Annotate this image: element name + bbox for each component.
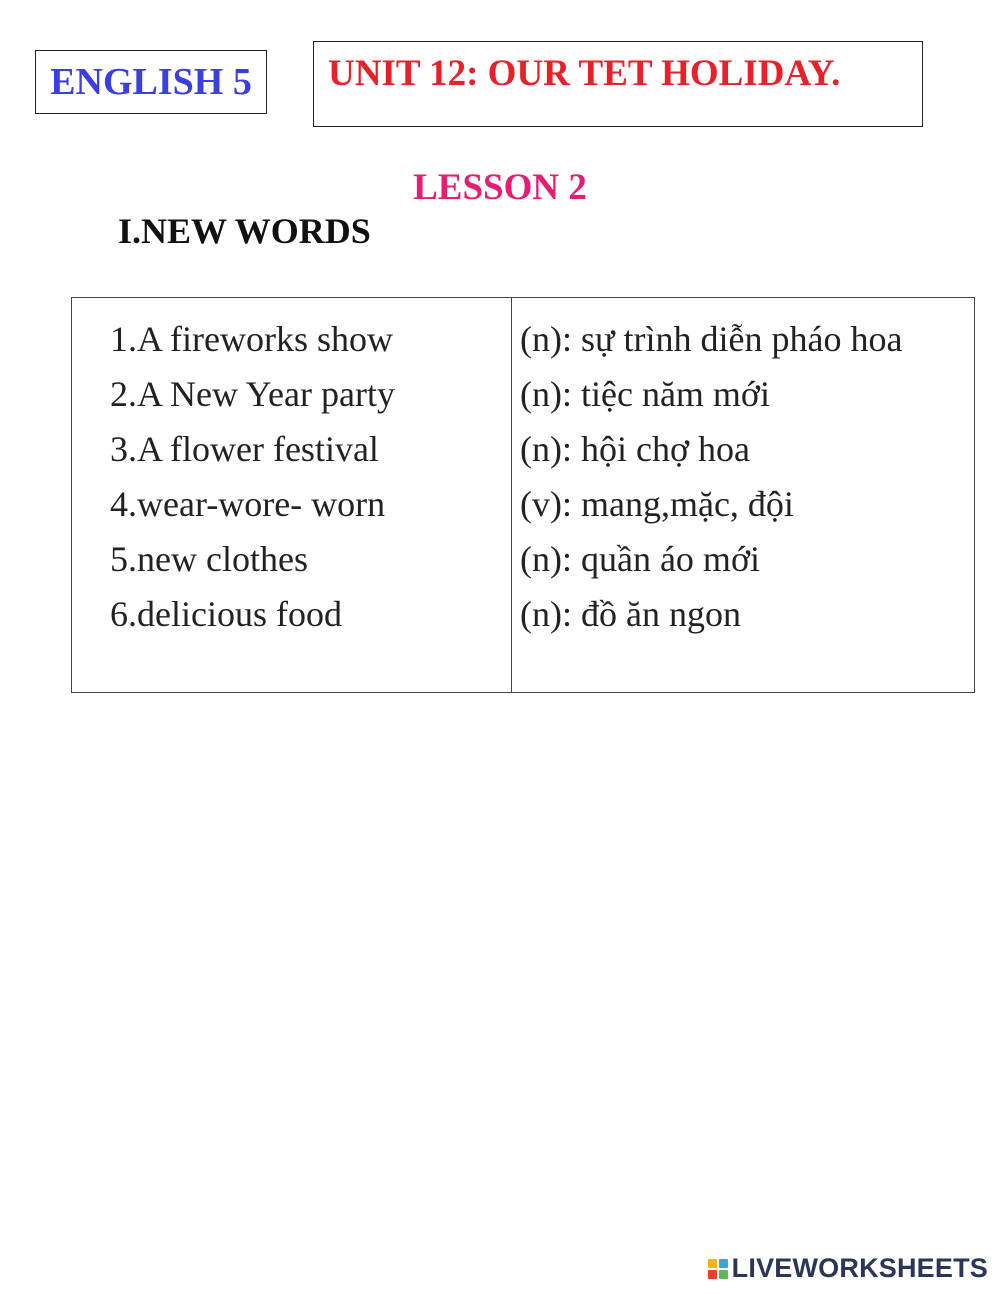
vocabulary-term: 1.A fireworks show	[110, 319, 393, 359]
unit-title: UNIT 12: OUR TET HOLIDAY.	[313, 41, 923, 127]
vocabulary-term: 2.A New Year party	[110, 374, 395, 414]
vocabulary-meanings-column	[512, 298, 974, 692]
section-title: I.NEW WORDS	[118, 211, 371, 251]
vocabulary-table	[71, 297, 975, 693]
vocabulary-term: 6.delicious food	[110, 594, 342, 634]
vocabulary-meaning: (n): hội chợ hoa	[520, 429, 750, 469]
vocabulary-meaning: (n): đồ ăn ngon	[520, 594, 741, 634]
vocabulary-meaning: (n): quần áo mới	[520, 539, 760, 579]
watermark-text: LIVEWORKSHEETS	[731, 1253, 988, 1283]
vocabulary-terms-column	[72, 298, 512, 692]
vocabulary-term: 3.A flower festival	[110, 429, 379, 469]
vocabulary-meaning: (n): tiệc năm mới	[520, 374, 770, 414]
vocabulary-term: 5.new clothes	[110, 539, 308, 579]
lesson-title: LESSON 2	[413, 167, 587, 208]
liveworksheets-watermark	[708, 1253, 988, 1284]
vocabulary-meaning: (v): mang,mặc, đội	[520, 484, 794, 524]
vocabulary-meaning: (n): sự trình diễn pháo hoa	[520, 319, 903, 359]
subject-label: ENGLISH 5	[35, 50, 267, 114]
vocabulary-term: 4.wear-wore- worn	[110, 484, 386, 524]
liveworksheets-logo-icon	[708, 1259, 728, 1279]
